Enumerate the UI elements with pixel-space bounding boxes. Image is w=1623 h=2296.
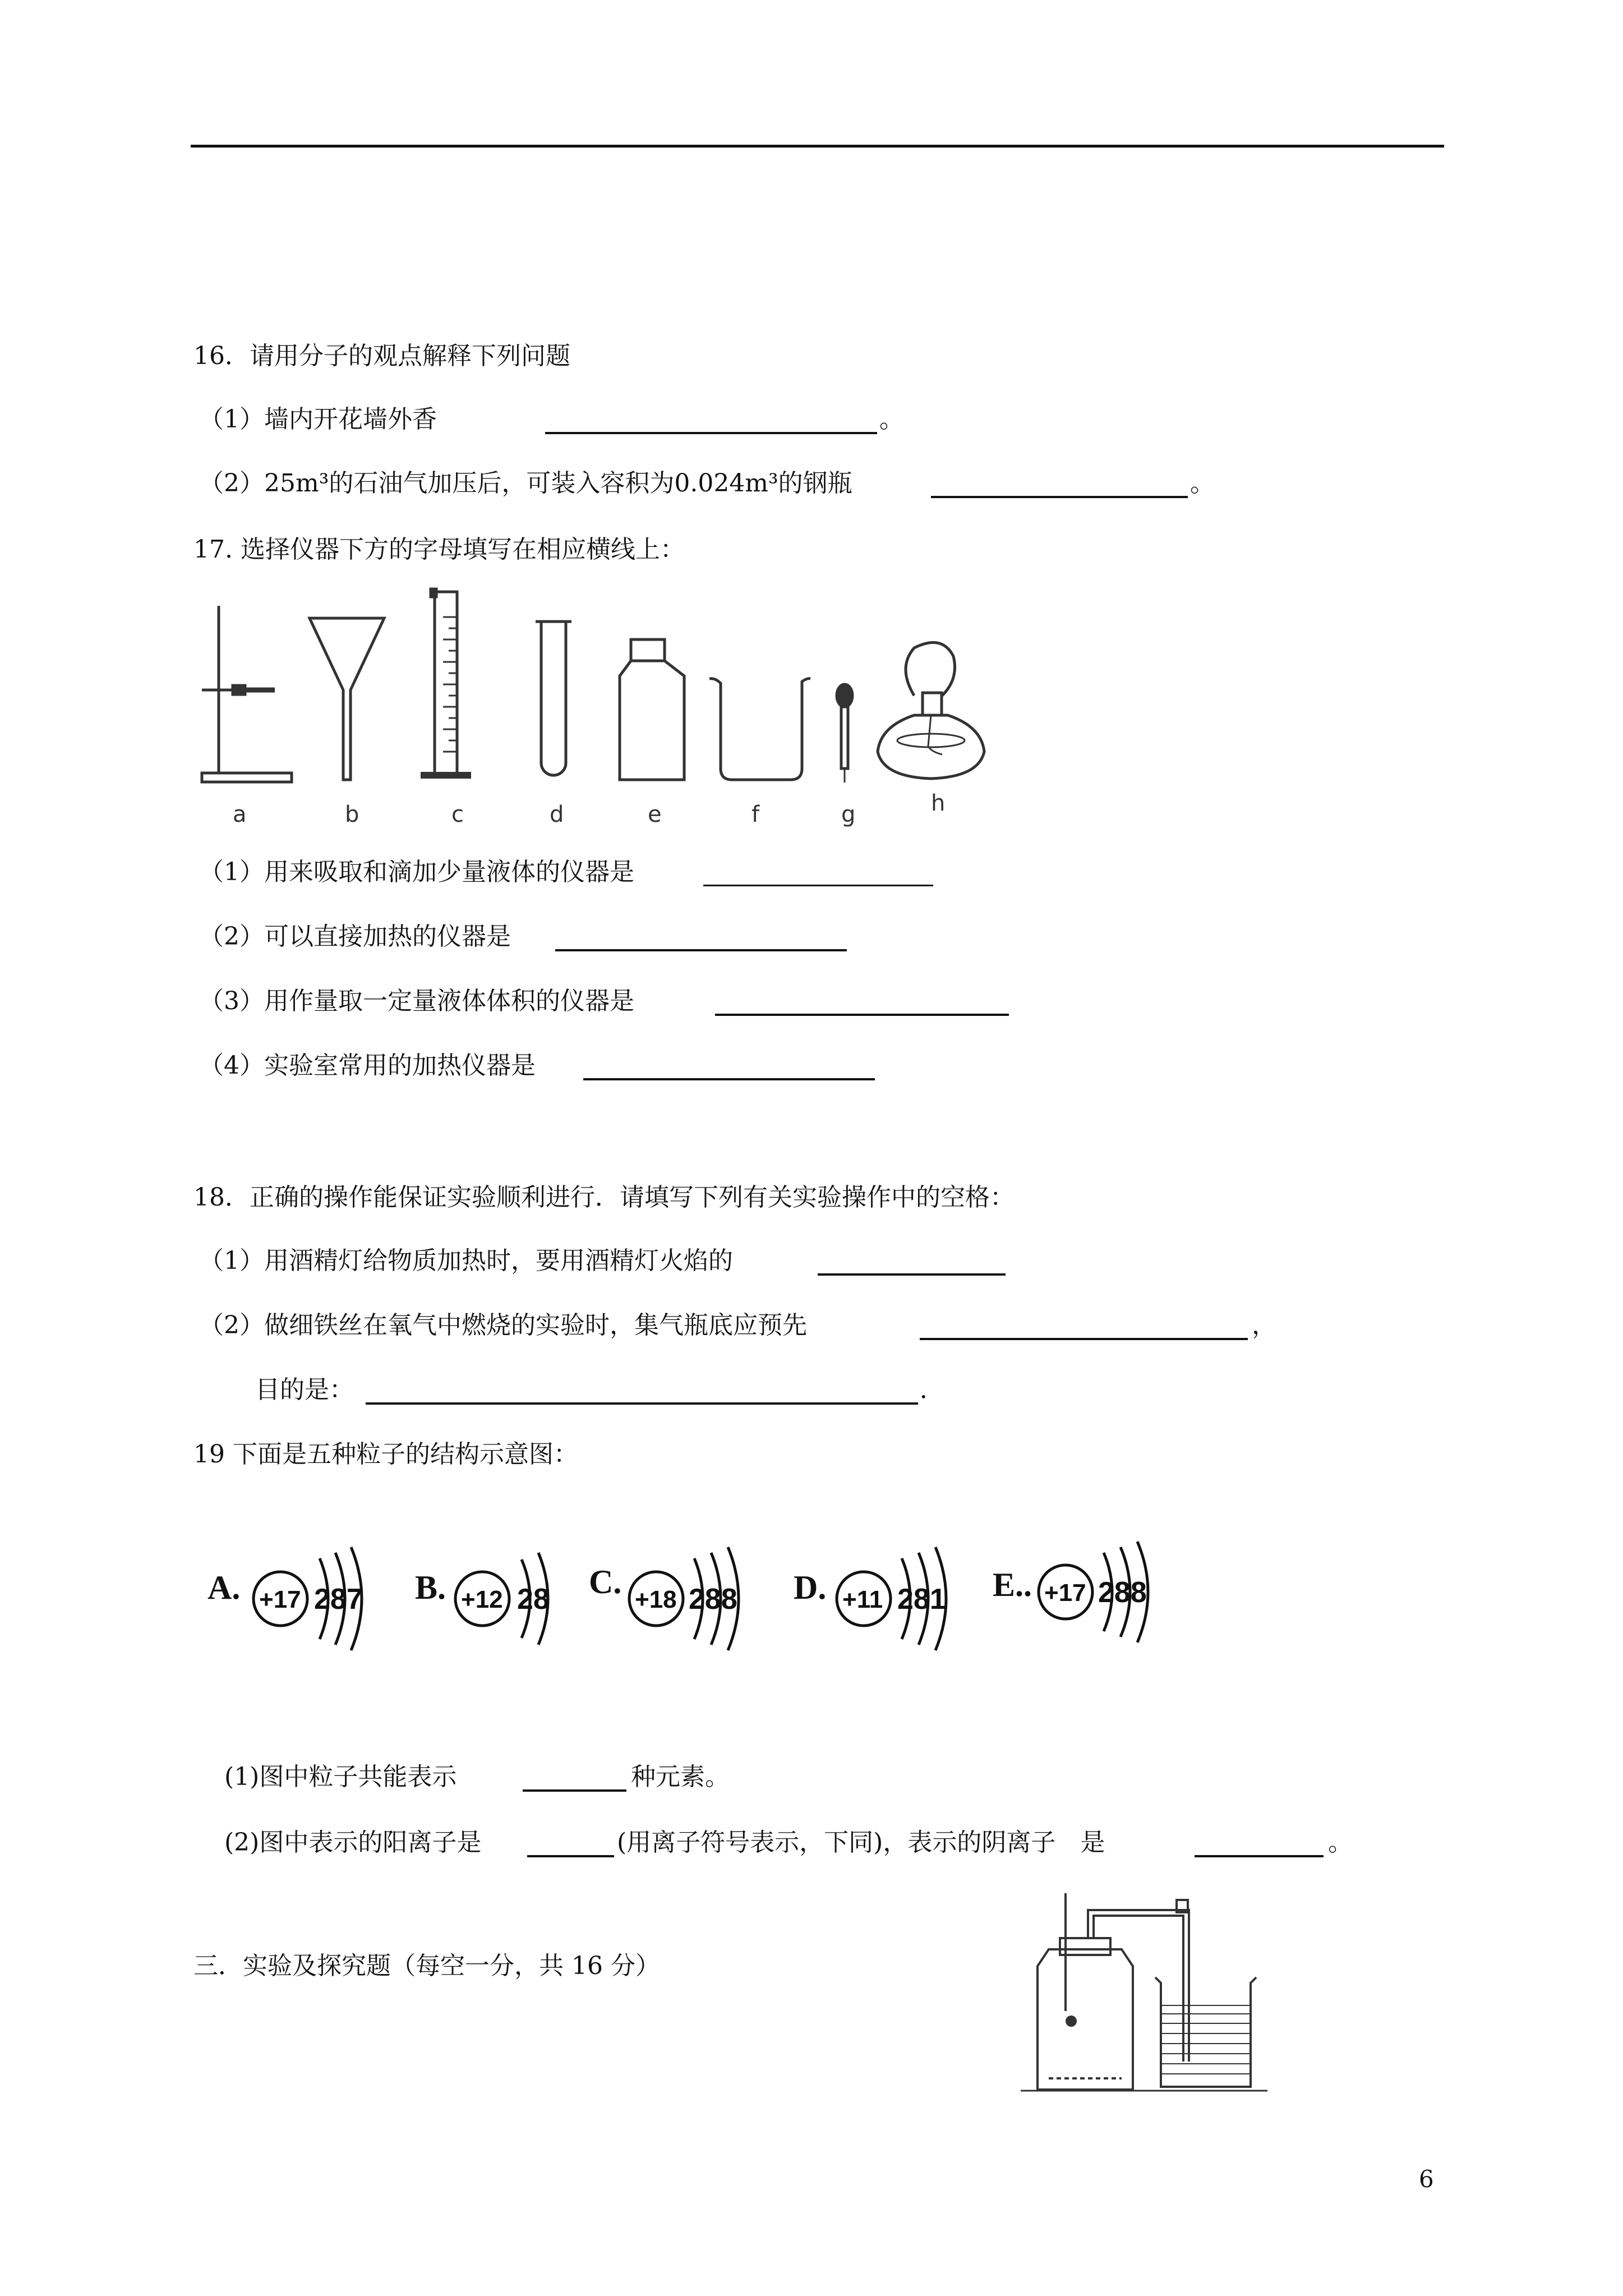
atom-a-letter: A. [208, 1569, 241, 1606]
beaker-icon [709, 679, 810, 780]
q18-answer-blank-3[interactable] [366, 1402, 918, 1405]
q19-part1 [224, 1760, 457, 1794]
atom-d-shells: 281 [897, 1583, 946, 1616]
q19-answer-blank-1[interactable] [523, 1789, 626, 1792]
label-c: c [451, 802, 464, 827]
label-f: f [751, 802, 760, 827]
q16-answer-blank-1[interactable] [545, 432, 877, 434]
iron-stand-icon [202, 606, 292, 782]
atom-e-nucleus: +17 [1044, 1579, 1086, 1607]
q19-part2-mid: (用离子符号表示，下同)，表示的阴离子 是 [617, 1828, 1105, 1857]
atomic-structure-figure [208, 1515, 1161, 1660]
q16-part1-text: （1）墙内开花墙外香 [199, 405, 437, 434]
atom-c-letter: C. [589, 1563, 622, 1600]
q18-answer-blank-1[interactable] [818, 1273, 1006, 1276]
label-h: h [931, 790, 946, 816]
q17-answer-blank-1[interactable] [703, 885, 933, 886]
q19-part2: (2)图中表示的阳离子是 [224, 1828, 482, 1857]
atom-c-shells: 288 [689, 1583, 737, 1616]
q17-answer-blank-2[interactable] [555, 949, 847, 951]
q18-answer-blank-2[interactable] [920, 1338, 1248, 1340]
test-tube-icon [536, 622, 571, 775]
atom-d-nucleus: +11 [842, 1586, 883, 1613]
label-g: g [841, 802, 856, 827]
label-a: a [233, 802, 247, 827]
page-number: 6 [1419, 2165, 1434, 2193]
funnel-icon [310, 618, 384, 780]
q16-title: 16．请用分子的观点解释下列问题 [193, 342, 570, 370]
reagent-bottle-icon [620, 639, 684, 780]
q19-part1-end: 种元素。 [631, 1763, 730, 1791]
q19-part2-end: 。 [1328, 1828, 1353, 1857]
q17-title: 17. 选择仪器下方的字母填写在相应横线上： [193, 535, 685, 564]
atom-e-shells: 288 [1098, 1576, 1147, 1609]
q17-answer-blank-4[interactable] [583, 1078, 875, 1080]
atom-e-letter: E.. [993, 1566, 1032, 1603]
graduated-cylinder-icon [421, 589, 471, 775]
label-e: e [648, 802, 662, 827]
label-d: d [550, 802, 564, 827]
atom-b-letter: B. [415, 1569, 446, 1606]
atom-b-nucleus: +12 [461, 1586, 503, 1613]
section3-title: 三．实验及探究题（每空一分，共 16 分） [193, 1952, 660, 1980]
q18-part1: （1）用酒精灯给物质加热时，要用酒精灯火焰的 [199, 1246, 733, 1275]
alcohol-lamp-icon [878, 642, 984, 779]
q17-part3: （3）用作量取一定量液体体积的仪器是 [199, 987, 634, 1015]
q18-part3: 目的是： [255, 1375, 354, 1404]
q18-part2-end: ， [1252, 1311, 1276, 1340]
q17-part4: （4）实验室常用的加热仪器是 [199, 1051, 536, 1080]
q19-answer-blank-3[interactable] [1195, 1855, 1324, 1857]
atom-a-shells: 287 [314, 1583, 363, 1616]
q18-part3-end: ． [920, 1375, 944, 1404]
experiment-apparatus-figure [1015, 1893, 1273, 2106]
q16-part1 [199, 403, 437, 436]
q18-title: 18．正确的操作能保证实验顺利进行．请填写下列有关实验操作中的空格： [193, 1183, 1015, 1212]
q17-part1: （1）用来吸取和滴加少量液体的仪器是 [199, 858, 634, 886]
q18-part2: （2）做细铁丝在氧气中燃烧的实验时，集气瓶底应预先 [199, 1311, 807, 1340]
q17-part2: （2）可以直接加热的仪器是 [199, 922, 511, 951]
atom-c-nucleus: +18 [635, 1586, 677, 1613]
q16-part2-end: 。 [1190, 469, 1215, 498]
lab-apparatus-figure [191, 583, 1032, 841]
header-rule [191, 145, 1444, 148]
atom-a-nucleus: +17 [259, 1586, 301, 1613]
q19-title: 19 下面是五种粒子的结构示意图： [193, 1440, 578, 1469]
q16-part2: （2）25m³的石油气加压后，可装入容积为0.024m³的钢瓶 [199, 469, 852, 498]
q19-part1-text: (1)图中粒子共能表示 [224, 1763, 457, 1791]
atom-d-letter: D. [794, 1569, 827, 1606]
dropper-icon [837, 684, 852, 783]
q16-part1-end: 。 [879, 405, 904, 434]
q16-answer-blank-2[interactable] [931, 496, 1188, 498]
atom-b-shells: 28 [517, 1583, 550, 1616]
label-b: b [345, 802, 359, 827]
q19-answer-blank-2[interactable] [527, 1855, 614, 1857]
q17-answer-blank-3[interactable] [715, 1014, 1009, 1016]
